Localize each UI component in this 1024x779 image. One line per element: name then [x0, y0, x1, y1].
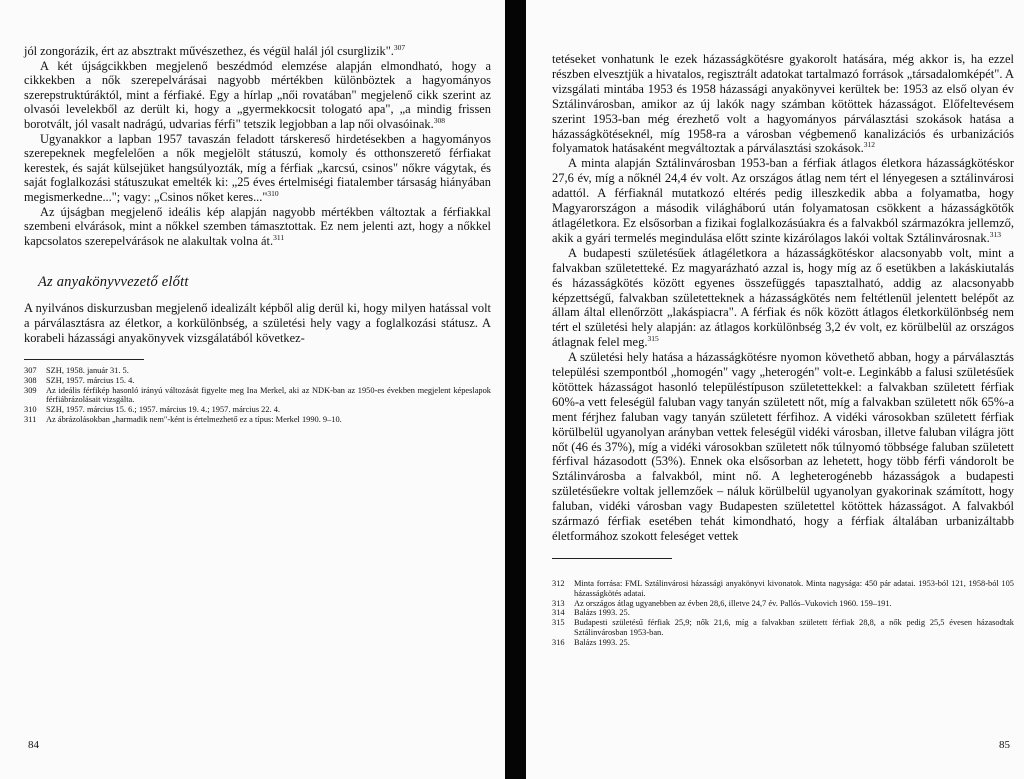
left-page [0, 0, 505, 779]
section-title: Az anyakönyvvezető előtt [38, 274, 189, 291]
paragraph: A minta alapján Sztálinvárosban 1953-ban a férfiak átlagos életkora házasságkötéskor 27,6 év, míg a nőknél 24,4 év volt. Az országos átlag nem tért el lényegesen a sztálinvárosi adattól. A férfiaknál mutatkozó eltérés pedig illeszkedik abba a folyamatba, hogy Magyarországon a második világháború után folyamatosan csökkent a házasságkötők átlagéletkora. Ez elsősorban a fizikai foglalkozásúakra és a falvakból származókra jellemző, akik a gyári termelés megindulása előtt szinte kizárólagos lakói voltak Sztálinvárosnak.$^{313}$ [552, 156, 1014, 245]
page-number: 84 [28, 739, 39, 751]
paragraph: Ugyanakkor a lapban 1957 tavaszán feladott társkereső hirdetésekben a hagyományos szerepeknek megfelelően a nők megjelölt státuszú, komoly és otthonszerető férfiakat kerestek, és saját külsejüket hangsúlyozták, míg a férfiak „karcsú, csinos" nőkre vágytak, és saját foglalkozási státuszukat emelték ki: „25 éves értelmiségi fiatalember társaság hiányában megismerkedne..."; vagy: „Csinos nőket keres..."$^{310}$ [24, 131, 491, 204]
footnote: 308 SZH, 1957. március 15. 4. [24, 375, 135, 385]
paragraph: A nyilvános diskurzusban megjelenő idealizált képből alig derül ki, hogy milyen hatással volt a párválasztásra az életkor, a korkülönbség, a születési hely vagy a foglalkozási státusz. A korabeli házassági anyakönyvek vizsgálatából következ- [24, 301, 491, 345]
footnote: 311 Az ábrázolásokban „harmadik nem"-ként is értelmezhető ez a típus: Merkel 1990. 9–10. [24, 415, 342, 425]
left-footnotes [24, 366, 491, 425]
paragraph: A születési hely hatása a házasságkötésre nyomon követhető abban, hogy a párválasztás települési szempontból „homogén" vagy „heterogén" volt-e. Leginkább a falusi születésűek kötöttek házasságot hasonló településtípuson születettekkel: a falvakban született férfiak 60%-a vett feleségül faluban vagy tanyán született nőt, míg a falvakban született nők 65%-a ment férjhez faluban vagy tanyán született férfihoz. A vidéki városokban született férfiak körülbelül ugyanolyan arányban vettek feleségül vidéki városban, illetve faluban világra jött nőt (46 és 37%), míg a vidéki városokban született nők túlnyomó többsége faluban született férfival házasodott (53%). Ennek oka elsősorban az lehetett, hogy több férfi vándorolt be Sztálinvárosba a falvakból, mint nő. A legheterogénebb házasságok a budapesti születésűekre voltak jellemzőek – náluk körülbelül ugyanolyan gyakorinak számított, hogy faluban, vidéki városban vagy Budapesten születettel kötöttek házasságot. A falvakból származó férfiak esetében tehát kimondható, hogy a férfiak általában urbanizáltabb életformához szokott feleséget vettek [552, 350, 1014, 543]
paragraph: tetéseket vonhatunk le ezek házasságkötésre gyakorolt hatására, még akkor is, ha ezzel részben elvesztjük a hivatalos, regisztrált adatokat tartalmazó források „társadalomképét". A vizsgálati mintába 1953 és 1958 házassági anyakönyvei kerültek be: 1953 az első olyan év Sztálinvárosban, amikor az új lakók nagy számban kötöttek házasságot. Előfeltevésem szerint 1953-ban még érezhető volt a hagyományos párválasztási szokások hatása a házasságkötéseknél, míg 1958-ra a városban végbemenő kanalizációs és urbanizációs folyamatok hatásaként megváltoztak a párválasztási szokások.$^{312}$ [552, 52, 1014, 156]
left-body-text-continued [24, 301, 491, 345]
footnote: 310 SZH, 1957. március 15. 6.; 1957. március 19. 4.; 1957. március 22. 4. [24, 405, 281, 415]
right-body-text [552, 52, 1014, 544]
footnote: 316 Balázs 1993. 25. [552, 637, 630, 647]
paragraph: jól zongorázik, ért az absztrakt művészethez, és végül halál jól csurglizik".$^{307}$ [24, 42, 406, 58]
footnote-divider [24, 359, 144, 360]
footnote: 313 Az országos átlag ugyanebben az évben 28,6, illetve 24,7 év. Pallós–Vukovich 1960. 159–191. [552, 598, 892, 608]
paragraph: A budapesti születésűek átlagéletkora a házasságkötéskor alacsonyabb volt, mint a falvakban születetteké. Ez magyarázható azzal is, hogy míg az ő esetükben a lakáskiutalás és házasságkötés között egyenes összefüggés tapasztalható, addig az alacsonyabb képzettségű, falvakban születetteknek a házasságkötés nem feltétlenül jelentett belépőt az állam által ellenőrzött „lakáspiacra". A férfiak és nők között átlagos életkorkülönbség nem tért el születési hely alapján: az átlagos korkülönbség 3,2 év volt, ez körülbelül az országos átlagnak felel meg.$^{315}$ [552, 245, 1014, 350]
paragraph: A két újságcikkben megjelenő beszédmód elemzése alapján elmondható, hogy a cikkekben a nők szerepelvárásai nagyobb mértékben különböztek a hagyományos szerepstruktúráktól, mint a férfiaké. Egy a hírlap „női rovatában" megjelenő cikk szerint az olvasói levelekből az derült ki, hogy a „gyermekkocsit tologató apa", „a mindig frissen borotvált, jól vasalt nadrágú, udvarias férfi" tetszik legjobban a lap női olvasóinak.$^{308}$ [24, 58, 491, 131]
right-footnotes [552, 579, 1014, 648]
footnote: 307 SZH, 1958. január 31. 5. [24, 366, 129, 376]
footnote: 312 Minta forrása: FML Sztálinvárosi házassági anyakönyvi kivonatok. Minta nagysága: 450 pár adatai. 1953-ból 121, 1958-ból 105 házasságkötés adatai. [552, 578, 1014, 598]
footnote: 309 Az ideális férfikép hasonló irányú változását figyelte meg Ina Merkel, aki az NDK-ban az 1950-es években megjelent képeslapok férfiábrázolásait vizsgálta. [24, 385, 491, 405]
page-number: 85 [999, 739, 1010, 751]
left-body-text [24, 44, 491, 248]
footnote-divider [552, 558, 672, 559]
book-gutter [505, 0, 526, 779]
right-page [526, 0, 1024, 779]
footnote: 314 Balázs 1993. 25. [552, 608, 630, 618]
paragraph: Az újságban megjelenő ideális kép alapján nagyobb mértékben változtak a férfiakkal szembeni elvárások, mint a nőkkel szemben támasztottak. Ez nem jelenti azt, hogy a nőkkel kapcsolatos szerepelvárások ne alakultak volna át.$^{311}$ [24, 204, 491, 248]
footnote: 315 Budapesti születésű férfiak 25,9; nők 21,6, míg a falvakban született férfiak 28,8, a nők pedig 25,5 évesen házasodtak Sztálinvárosban 1953-ban. [552, 618, 1014, 637]
